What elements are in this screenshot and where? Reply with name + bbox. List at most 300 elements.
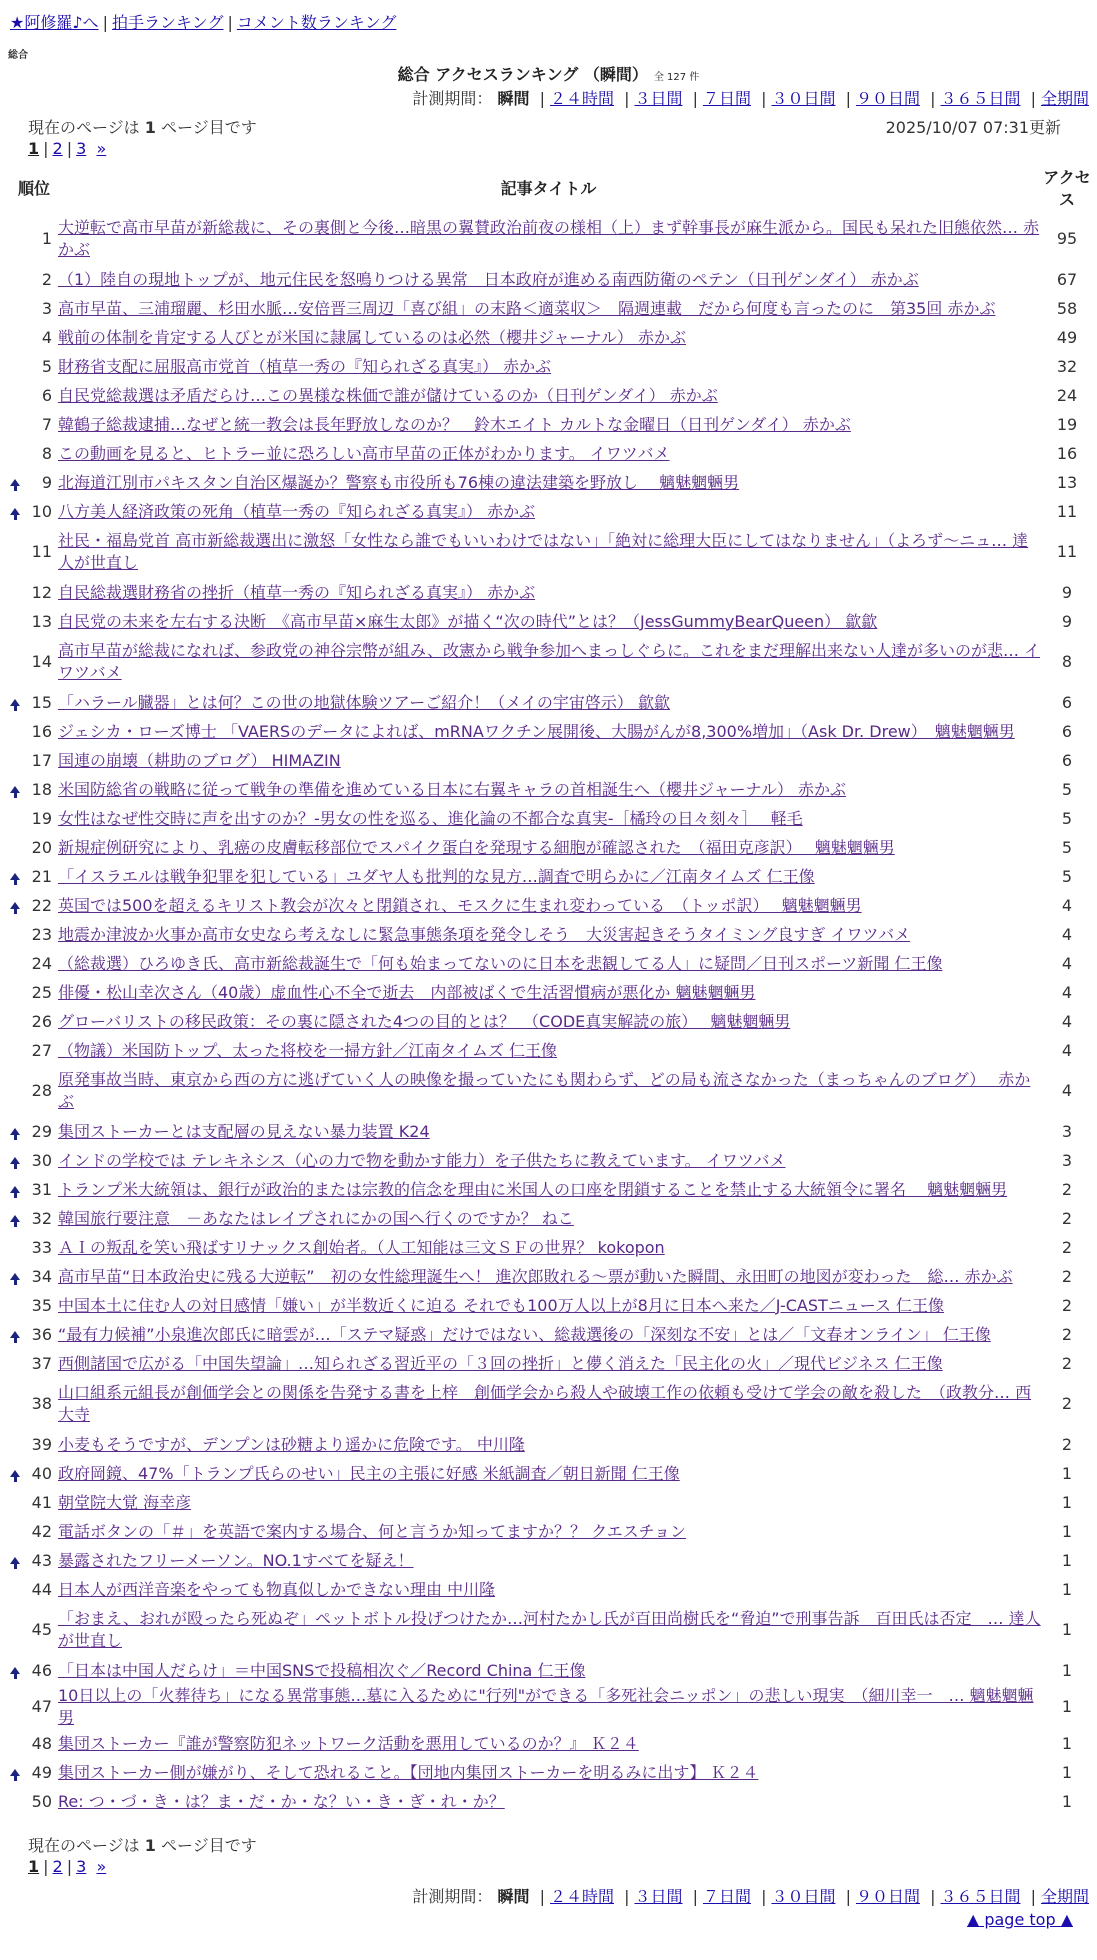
article-link[interactable]: 小麦もそうですが、デンプンは砂糖より遥かに危険です。 中川隆 <box>58 1434 525 1454</box>
up-arrow-icon <box>10 1215 20 1222</box>
trend-cell <box>10 352 24 381</box>
article-link[interactable]: この動画を見ると、ヒトラー並に恐ろしい高市早苗の正体がわかります。 イワツバメ <box>58 443 670 463</box>
table-row <box>10 1007 1092 1036</box>
title-cell <box>55 1175 1042 1204</box>
trend-cell <box>10 1117 24 1146</box>
access-count-cell: 8 <box>1061 652 1073 671</box>
trend-cell <box>10 468 24 497</box>
access-count-cell: 4 <box>1061 1011 1073 1031</box>
access-count-cell: 1 <box>1061 1697 1073 1716</box>
trend-cell <box>10 804 24 833</box>
rank-cell: 15 <box>31 692 52 712</box>
period-30d[interactable]: ３０日間 <box>771 1887 836 1906</box>
up-arrow-icon <box>10 1331 20 1338</box>
title-cell <box>55 1546 1042 1575</box>
article-link[interactable]: 米国防総省の戦略に従って戦争の準備を進めている日本に右翼キャラの首相誕生へ（櫻井ジャーナル） 赤かぶ <box>58 779 846 799</box>
rank-cell: 49 <box>31 1762 52 1782</box>
table-row <box>10 294 1092 323</box>
rank-cell: 17 <box>31 750 52 770</box>
page-info-number: 1 <box>144 118 156 137</box>
title-cell <box>55 1146 1042 1175</box>
article-link[interactable]: 政府岡鏡、47%「トランプ氏らのせい」民主の主張に好感 米紙調査／朝日新聞 仁王像 <box>58 1463 680 1483</box>
table-row <box>10 1320 1092 1349</box>
article-link[interactable]: 暴露されたフリーメーソン。NO.1すべてを疑え！ <box>58 1550 414 1570</box>
access-count-cell: 1 <box>1061 1762 1073 1782</box>
article-link[interactable]: 「おまえ、おれが殴ったら死ぬぞ」ペットボトル投げつけたか…河村たかし氏が百田尚樹氏を“脅迫”で刑事告訴 百田氏は否定 … 達人が世直し <box>58 1609 1041 1650</box>
rank-cell: 34 <box>31 1266 52 1286</box>
rank-cell: 47 <box>31 1697 52 1716</box>
table-row <box>10 265 1092 294</box>
trend-cell <box>10 891 24 920</box>
title-cell <box>55 265 1042 294</box>
pager-top: 1 | 2 | 3 » <box>28 139 107 158</box>
up-arrow-icon <box>10 508 20 515</box>
table-row <box>10 323 1092 352</box>
header-access: アクセス <box>1043 168 1091 209</box>
table-row <box>10 688 1092 717</box>
table-row <box>10 1517 1092 1546</box>
article-link[interactable]: 朝堂院大覚 海幸彦 <box>58 1492 192 1512</box>
up-arrow-icon <box>10 902 20 909</box>
rank-cell: 13 <box>31 611 52 631</box>
article-link[interactable]: 地震か津波か火事か高市女史なら考えなしに緊急事態条項を発令しそう 大災害起きそうタイミング良すぎ イワツバメ <box>58 924 911 944</box>
period-24h[interactable]: ２４時間 <box>549 89 614 108</box>
article-link[interactable]: 「日本は中国人だらけ」＝中国SNSで投稿相次ぐ／Record China 仁王像 <box>58 1660 586 1680</box>
period-7d[interactable]: ７日間 <box>702 1887 751 1906</box>
page-info-prefix: 現在のページは <box>28 1836 140 1855</box>
period-current: 瞬間 <box>497 89 530 108</box>
rank-cell: 44 <box>31 1579 52 1599</box>
title-cell <box>55 1656 1042 1685</box>
article-link[interactable]: （1）陸自の現地トップが、地元住民を怒鳴りつける異常 日本政府が進める南西防衛のペテン（日刊ゲンダイ） 赤かぶ <box>58 269 919 289</box>
article-link[interactable]: 韓鶴子総裁逮捕…なぜと統一教会は長年野放しなのか？ 鈴木エイト カルトな金曜日（日刊ゲンダイ） 赤かぶ <box>58 414 851 434</box>
trend-cell <box>10 1656 24 1685</box>
trend-cell <box>10 862 24 891</box>
access-count-cell: 2 <box>1061 1208 1073 1228</box>
access-count-cell: 1 <box>1061 1463 1073 1483</box>
title-cell <box>55 1320 1042 1349</box>
table-row <box>10 775 1092 804</box>
title-cell <box>55 920 1042 949</box>
table-row <box>10 381 1092 410</box>
table-row <box>10 1378 1092 1430</box>
period-90d[interactable]: ９０日間 <box>855 89 920 108</box>
trend-cell <box>10 497 24 526</box>
rank-cell: 40 <box>31 1463 52 1483</box>
trend-cell <box>10 1546 24 1575</box>
period-3d[interactable]: ３日間 <box>634 1887 683 1906</box>
access-count-cell: 49 <box>1056 327 1078 347</box>
page-info-suffix: ページ目です <box>161 1836 257 1855</box>
trend-cell <box>10 213 24 265</box>
article-link[interactable]: 女性はなぜ性交時に声を出すのか？-男女の性を巡る、進化論の不都合な真実-［橘玲の日々刻々］ 軽毛 <box>58 808 803 828</box>
trend-cell <box>10 717 24 746</box>
pager-page-3[interactable]: 3 <box>76 1857 87 1876</box>
trend-cell <box>10 381 24 410</box>
updated-timestamp: 2025/10/07 07:31更新 <box>885 118 1061 137</box>
table-row <box>10 717 1092 746</box>
table-row <box>10 213 1092 265</box>
trend-cell <box>10 775 24 804</box>
article-link[interactable]: 英国では500を超えるキリスト教会が次々と閉鎖され、モスクに生まれ変わっている （トッポ訳） 魑魅魍魎男 <box>58 895 862 915</box>
access-count-cell: 19 <box>1056 414 1078 434</box>
trend-cell <box>10 978 24 1007</box>
rank-cell: 12 <box>31 582 52 602</box>
trend-cell <box>10 1378 24 1430</box>
article-link[interactable]: 財務省支配に屈服高市党首（植草一秀の『知られざる真実』） 赤かぶ <box>58 356 552 376</box>
pager-page-2[interactable]: 2 <box>52 139 63 158</box>
trend-cell <box>10 1349 24 1378</box>
access-count-cell: 5 <box>1061 837 1073 857</box>
link-asyura-home[interactable]: ★阿修羅♪へ <box>10 13 99 32</box>
rank-cell: 29 <box>31 1121 52 1141</box>
ranking-table <box>10 165 1092 1816</box>
trend-cell <box>10 294 24 323</box>
access-count-cell: 1 <box>1061 1579 1073 1599</box>
rank-cell: 39 <box>31 1434 52 1454</box>
title-cell <box>55 1459 1042 1488</box>
table-row <box>10 891 1092 920</box>
title-cell <box>55 978 1042 1007</box>
article-link[interactable]: Re: つ・づ・き・は？ま・だ・か・な？い・き・ぎ・れ・か？ <box>58 1791 505 1811</box>
article-link[interactable]: ジェシカ・ローズ博士 「VAERSのデータによれば、mRNAワクチン展開後、大腸がんが8,300%増加」（Ask Dr. Drew） 魑魅魍魎男 <box>58 721 1015 741</box>
link-comment-ranking[interactable]: コメント数ランキング <box>236 13 397 32</box>
title-cell <box>55 1758 1042 1787</box>
link-applause-ranking[interactable]: 拍手ランキング <box>111 13 224 32</box>
trend-cell <box>10 920 24 949</box>
trend-cell <box>10 1007 24 1036</box>
access-count-cell: 58 <box>1056 298 1078 318</box>
trend-cell <box>10 1036 24 1065</box>
table-row <box>10 978 1092 1007</box>
trend-cell <box>10 833 24 862</box>
table-row <box>10 949 1092 978</box>
period-30d[interactable]: ３０日間 <box>771 89 836 108</box>
access-count-cell: 2 <box>1061 1295 1073 1315</box>
article-link[interactable]: 高市早苗が総裁になれば、参政党の神谷宗幣が組み、改憲から戦争参加へまっしぐらに。これをまだ理解出来ない人達が多いのが悲… イワツバメ <box>58 641 1041 682</box>
up-arrow-icon <box>10 1128 20 1135</box>
trend-cell <box>10 1685 24 1729</box>
title-cell <box>55 213 1042 265</box>
title-cell <box>55 1007 1042 1036</box>
top-nav <box>10 10 396 33</box>
table-row <box>10 1262 1092 1291</box>
period-all[interactable]: 全期間 <box>1040 1887 1089 1906</box>
article-link[interactable]: 社民・福島党首 高市新総裁選出に激怒「女性なら誰でもいいわけではない」「絶対に総理大臣にしてはなりません」（よろず〜ニュ… 達人が世直し <box>58 531 1029 572</box>
rank-cell: 46 <box>31 1660 52 1680</box>
rank-cell: 36 <box>31 1324 52 1344</box>
page-info-bottom <box>28 1833 257 1856</box>
access-count-cell: 9 <box>1061 611 1073 631</box>
pager-page-2[interactable]: 2 <box>52 1857 63 1876</box>
article-link[interactable]: 山口組系元組長が創価学会との関係を告発する書を上梓 創価学会から殺人や破壊工作の依頼も受けて学会の敵を殺した （政教分… 西大寺 <box>58 1383 1032 1424</box>
rank-cell: 16 <box>31 721 52 741</box>
rank-cell: 38 <box>31 1394 52 1413</box>
page-title-row <box>0 62 1097 85</box>
access-count-cell: 5 <box>1061 866 1073 886</box>
article-link[interactable]: 集団ストーカー『誰が警察防犯ネットワーク活動を悪用しているのか？』 Ｋ２４ <box>58 1733 639 1753</box>
title-cell <box>55 1378 1042 1430</box>
article-link[interactable]: 電話ボタンの「＃」を英語で案内する場合、何と言うか知ってますか？？ クエスチョン <box>58 1521 686 1541</box>
rank-cell: 24 <box>31 953 52 973</box>
table-row <box>10 468 1092 497</box>
pager-next[interactable]: » <box>96 1857 107 1876</box>
period-current: 瞬間 <box>497 1887 530 1906</box>
article-link[interactable]: 集団ストーカーとは支配層の見えない暴力装置 K24 <box>58 1121 430 1141</box>
table-row <box>10 352 1092 381</box>
article-link[interactable]: （総裁選）ひろゆき氏、高市新総裁誕生で「何も始まってないのに日本を悲観してる人」に疑問／日刊スポーツ新聞 仁王像 <box>58 953 943 973</box>
table-row <box>10 1036 1092 1065</box>
up-arrow-icon <box>10 873 20 880</box>
title-cell <box>55 804 1042 833</box>
access-count-cell: 1 <box>1061 1660 1073 1680</box>
rank-cell: 41 <box>31 1492 52 1512</box>
access-count-cell: 2 <box>1061 1324 1073 1344</box>
title-cell <box>55 1262 1042 1291</box>
table-row <box>10 1758 1092 1787</box>
access-count-cell: 67 <box>1056 269 1078 289</box>
table-row <box>10 1117 1092 1146</box>
rank-cell: 22 <box>31 895 52 915</box>
pager-current: 1 <box>28 1857 40 1876</box>
trend-cell <box>10 607 24 636</box>
pager-current: 1 <box>28 139 40 158</box>
article-link[interactable]: 中国本土に住む人の対日感情「嫌い」が半数近くに迫る それでも100万人以上が8月に日本へ来た／J-CASTニュース 仁王像 <box>58 1295 945 1315</box>
trend-cell <box>10 1517 24 1546</box>
header-title: 記事タイトル <box>500 179 597 198</box>
title-cell <box>55 607 1042 636</box>
period-selector-top: 計測期間： 瞬間 | ２４時間 | ３日間 | ７日間 | ３０日間 | ９０日間 | ３６５日間 | 全期間 <box>412 89 1089 108</box>
access-count-cell: 4 <box>1061 982 1073 1002</box>
title-cell <box>55 1233 1042 1262</box>
rank-cell: 14 <box>31 652 52 671</box>
title-cell <box>55 1604 1042 1656</box>
page-info-prefix: 現在のページは <box>28 118 140 137</box>
ranking-body <box>10 213 1092 1816</box>
access-count-cell: 5 <box>1061 779 1073 799</box>
table-row <box>10 1729 1092 1758</box>
access-count-cell: 2 <box>1061 1434 1073 1454</box>
access-count-cell: 11 <box>1056 542 1078 561</box>
article-link[interactable]: ＡＩの叛乱を笑い飛ばすリナックス創始者。（人工知能は三文ＳＦの世界？ kokopon <box>58 1237 665 1257</box>
up-arrow-icon <box>10 1769 20 1776</box>
access-count-cell: 2 <box>1061 1394 1073 1413</box>
rank-cell: 18 <box>31 779 52 799</box>
rank-cell: 32 <box>31 1208 52 1228</box>
rank-cell: 23 <box>31 924 52 944</box>
up-arrow-icon <box>10 1157 20 1164</box>
access-count-cell: 6 <box>1061 692 1073 712</box>
trend-cell <box>10 636 24 688</box>
trend-cell <box>10 1575 24 1604</box>
article-link[interactable]: トランプ米大統領は、銀行が政治的または宗教的信念を理由に米国人の口座を閉鎖することを禁止する大統領令に署名 魑魅魍魎男 <box>58 1179 1008 1199</box>
separator: | <box>227 13 233 32</box>
rank-cell: 5 <box>41 356 52 376</box>
article-link[interactable]: 西側諸国で広がる「中国失望論」…知られざる習近平の「３回の挫折」と儚く消えた「民主化の火」／現代ビジネス 仁王像 <box>58 1353 943 1373</box>
rank-cell: 6 <box>41 385 52 405</box>
table-row <box>10 1546 1092 1575</box>
article-link[interactable]: 俳優・松山幸次さん（40歳）虚血性心不全で逝去 内部被ばくで生活習慣病が悪化か 魑魅魍魎男 <box>58 982 756 1002</box>
title-cell <box>55 1291 1042 1320</box>
table-row <box>10 1349 1092 1378</box>
up-arrow-icon <box>10 1273 20 1280</box>
rank-cell: 1 <box>41 229 52 248</box>
up-arrow-icon <box>10 1470 20 1477</box>
title-cell <box>55 1036 1042 1065</box>
article-link[interactable]: 自民総裁選財務省の挫折（植草一秀の『知られざる真実』） 赤かぶ <box>58 582 536 602</box>
page-info-top <box>28 115 257 138</box>
table-row <box>10 1291 1092 1320</box>
page-title: 総合 アクセスランキング （瞬間） <box>397 65 648 84</box>
title-cell <box>55 323 1042 352</box>
article-link[interactable]: 「ハラール臓器」とは何？この世の地獄体験ツアーご紹介！（メイの宇宙啓示） 歙歙 <box>58 692 670 712</box>
article-link[interactable]: 韓国旅行要注意 －あなたはレイプされにかの国へ行くのですか？ ねこ <box>58 1208 574 1228</box>
trend-cell <box>10 1787 24 1816</box>
title-cell <box>55 891 1042 920</box>
period-selector-bottom: 計測期間： 瞬間 | ２４時間 | ３日間 | ７日間 | ３０日間 | ９０日間 | ３６５日間 | 全期間 <box>412 1887 1089 1906</box>
page-info-suffix: ページ目です <box>161 118 257 137</box>
rank-cell: 33 <box>31 1237 52 1257</box>
table-row <box>10 804 1092 833</box>
access-count-cell: 6 <box>1061 750 1073 770</box>
up-arrow-icon <box>10 479 20 486</box>
article-link[interactable]: 原発事故当時、東京から西の方に逃げていく人の映像を撮っていたにも関わらず、どの局も流さなかった（まっちゃんのブログ） 赤かぶ <box>58 1070 1031 1111</box>
article-link[interactable]: 「イスラエルは戦争犯罪を犯している」ユダヤ人も批判的な見方…調査で明らかに／江南タイムズ 仁王像 <box>58 866 815 886</box>
article-link[interactable]: 自民党の未来を左右する決断 《高市早苗×麻生太郎》が描く“次の時代”とは？（JessGummyBearQueen） 歙歙 <box>58 611 878 631</box>
trend-cell <box>10 1065 24 1117</box>
table-row <box>10 636 1092 688</box>
rank-cell: 50 <box>31 1791 52 1811</box>
article-link[interactable]: 高市早苗“日本政治史に残る大逆転” 初の女性総理誕生へ！ 進次郎敗れる〜票が動いた瞬間、永田町の地図が変わった 総… 赤かぶ <box>58 1266 1013 1286</box>
access-count-cell: 13 <box>1056 472 1078 492</box>
title-cell <box>55 381 1042 410</box>
rank-cell: 3 <box>41 298 52 318</box>
title-cell <box>55 1349 1042 1378</box>
period-3d[interactable]: ３日間 <box>634 89 683 108</box>
title-cell <box>55 1488 1042 1517</box>
article-link[interactable]: 高市早苗、三浦瑠麗、杉田水脈…安倍晋三周辺「喜び組」の末路＜適菜収＞ 隔週連載 だから何度も言ったのに 第35回 赤かぶ <box>58 298 996 318</box>
period-365d[interactable]: ３６５日間 <box>940 89 1021 108</box>
article-link[interactable]: 新規症例研究により、乳癌の皮膚転移部位でスパイク蛋白を発現する細胞が確認された （福田克彦訳） 魑魅魍魎男 <box>58 837 895 857</box>
article-link[interactable]: 日本人が西洋音楽をやっても物真似しかできない理由 中川隆 <box>58 1579 496 1599</box>
trend-cell <box>10 1488 24 1517</box>
table-row <box>10 1459 1092 1488</box>
title-cell <box>55 775 1042 804</box>
trend-cell <box>10 1459 24 1488</box>
rank-cell: 26 <box>31 1011 52 1031</box>
trend-cell <box>10 1430 24 1459</box>
trend-cell <box>10 1758 24 1787</box>
title-cell <box>55 497 1042 526</box>
page-info-number: 1 <box>144 1836 156 1855</box>
table-row <box>10 1175 1092 1204</box>
table-row <box>10 1656 1092 1685</box>
article-link[interactable]: “最有力候補”小泉進次郎氏に暗雲が…「ステマ疑惑」だけではない、総裁選後の「深刻な不安」とは／「文春オンライン」 仁王像 <box>58 1324 991 1344</box>
article-link[interactable]: グローバリストの移民政策：その裏に隠された4つの目的とは？ （CODE真実解読の旅） 魑魅魍魎男 <box>58 1011 791 1031</box>
article-link[interactable]: 集団ストーカー側が嫌がり、そして恐れること。【団地内集団ストーカーを明るみに出す】 Ｋ２４ <box>58 1762 759 1782</box>
access-count-cell: 1 <box>1061 1550 1073 1570</box>
trend-cell <box>10 1320 24 1349</box>
article-link[interactable]: 自民党総裁選は矛盾だらけ…この異様な株価で誰が儲けているのか（日刊ゲンダイ） 赤かぶ <box>58 385 718 405</box>
access-count-cell: 9 <box>1061 582 1073 602</box>
title-cell <box>55 410 1042 439</box>
rank-cell: 25 <box>31 982 52 1002</box>
period-365d[interactable]: ３６５日間 <box>940 1887 1021 1906</box>
access-count-cell: 1 <box>1061 1620 1073 1639</box>
table-row <box>10 1065 1092 1117</box>
article-link[interactable]: インドの学校では テレキネシス（心の力で物を動かす能力）を子供たちに教えています。 イワツバメ <box>58 1150 786 1170</box>
title-cell <box>55 1575 1042 1604</box>
table-row <box>10 862 1092 891</box>
rank-cell: 9 <box>41 472 52 492</box>
title-cell <box>55 1430 1042 1459</box>
article-link[interactable]: 北海道江別市パキスタン自治区爆誕か？警察も市役所も76棟の違法建築を野放し 魑魅魍魎男 <box>58 472 740 492</box>
title-cell <box>55 578 1042 607</box>
trend-cell <box>10 323 24 352</box>
rank-cell: 10 <box>31 501 52 521</box>
period-90d[interactable]: ９０日間 <box>855 1887 920 1906</box>
table-row <box>10 1146 1092 1175</box>
rank-cell: 11 <box>31 542 52 561</box>
trend-cell <box>10 265 24 294</box>
title-cell <box>55 352 1042 381</box>
rank-cell: 20 <box>31 837 52 857</box>
article-link[interactable]: 大逆転で高市早苗が新総裁に、その裏側と今後…暗黒の翼賛政治前夜の様相（上）まず幹事長が麻生派から。国民も呆れた旧態依然… 赤かぶ <box>58 218 1040 259</box>
article-link[interactable]: 戦前の体制を肯定する人びとが米国に隷属しているのは必然（櫻井ジャーナル） 赤かぶ <box>58 327 686 347</box>
access-count-cell: 5 <box>1061 808 1073 828</box>
title-cell <box>55 717 1042 746</box>
rank-cell: 30 <box>31 1150 52 1170</box>
header-rank: 順位 <box>18 179 51 198</box>
access-count-cell: 2 <box>1061 1237 1073 1257</box>
article-link[interactable]: 国連の崩壊（耕助のブログ） HIMAZIN <box>58 750 341 770</box>
trend-cell <box>10 439 24 468</box>
pager-next[interactable]: » <box>96 139 107 158</box>
article-link[interactable]: （物議）米国防トップ、太った将校を一掃方針／江南タイムズ 仁王像 <box>58 1040 558 1060</box>
trend-cell <box>10 1291 24 1320</box>
trend-cell <box>10 949 24 978</box>
title-cell <box>55 949 1042 978</box>
trend-cell <box>10 1604 24 1656</box>
rank-cell: 31 <box>31 1179 52 1199</box>
table-row <box>10 1488 1092 1517</box>
title-cell <box>55 833 1042 862</box>
page-top-link[interactable]: ▲ page top ▲ <box>966 1910 1073 1929</box>
table-row <box>10 1430 1092 1459</box>
period-24h[interactable]: ２４時間 <box>549 1887 614 1906</box>
article-link[interactable]: 10日以上の「火葬待ち」になる異常事態…墓に入るために"行列"ができる「多死社会ニッポン」の悲しい現実 （細川幸一 … 魑魅魍魎男 <box>58 1686 1034 1727</box>
pager-page-3[interactable]: 3 <box>76 139 87 158</box>
title-cell <box>55 439 1042 468</box>
table-row <box>10 833 1092 862</box>
title-cell <box>55 636 1042 688</box>
article-link[interactable]: 八方美人経済政策の死角（植草一秀の『知られざる真実』） 赤かぶ <box>58 501 536 521</box>
table-row <box>10 526 1092 578</box>
up-arrow-icon <box>10 786 20 793</box>
trend-cell <box>10 1233 24 1262</box>
access-count-cell: 3 <box>1061 1150 1073 1170</box>
table-row <box>10 746 1092 775</box>
title-cell <box>55 1204 1042 1233</box>
access-count-cell: 1 <box>1061 1521 1073 1541</box>
period-all[interactable]: 全期間 <box>1040 89 1089 108</box>
title-cell <box>55 1685 1042 1729</box>
rank-cell: 35 <box>31 1295 52 1315</box>
table-row <box>10 578 1092 607</box>
up-arrow-icon <box>10 1667 20 1674</box>
title-cell <box>55 526 1042 578</box>
period-7d[interactable]: ７日間 <box>702 89 751 108</box>
